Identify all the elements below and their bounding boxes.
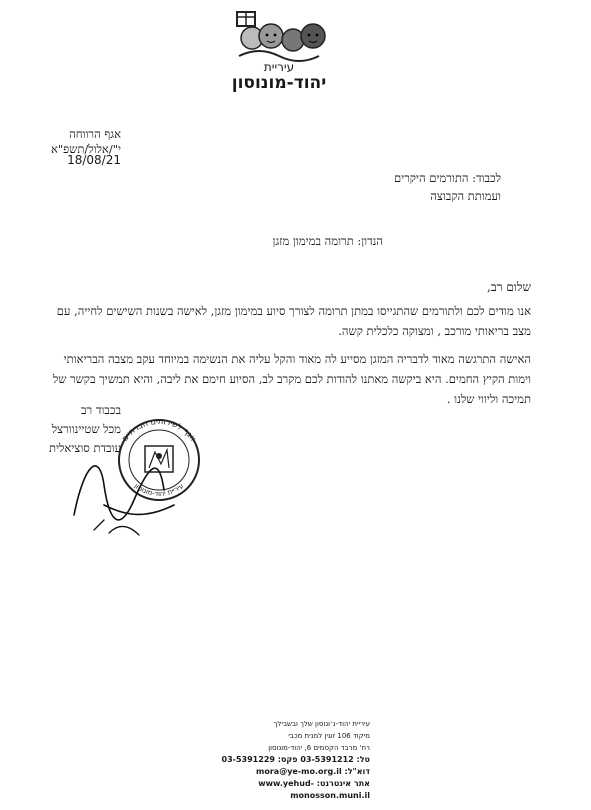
hebrew-date: י"/אלול/תשפ"א (50, 142, 121, 156)
logo-city-prefix: עיריית (263, 60, 295, 74)
letter-subject: הנדון: תרומה במימון מזגן (272, 234, 383, 248)
recipient-line-1: לכבוד: התורמים היקרים (393, 171, 501, 185)
footer-slogan: עיריית יהוד-נ׳ונוסון שלך ובשבילך (273, 720, 370, 728)
logo-text (219, 60, 339, 92)
footer-email: דוא"ל: mora@ye-mo.org.il (256, 767, 370, 776)
letter-footer (190, 718, 370, 802)
handwritten-signature (64, 445, 184, 540)
footer-address: רח' מרבד הקסמים 6, יהוד-מונוסון (268, 744, 370, 752)
footer-phone-fax: טל: 03-5391212 פקס: 03-5391229 (221, 755, 370, 764)
logo-city-name: יהוד-מונוסון (231, 73, 327, 93)
department-name: אגף הרווחה (69, 127, 121, 141)
stamp-bottom-text: עיריית יהוד-מונוסון (132, 481, 186, 498)
body-paragraph-1: אנו מודים לכם ולתורמים שהתגייסו במתן תרומה לצורך סיוע במימון מזגן, לאישה בשנות השישים לחייה, עם מצב בריאותי מורכב , ומצוקה כלכלית קשה. (56, 304, 531, 338)
signer-title: עובדת סוציאלית (48, 441, 121, 455)
stamp-ring-text: אגף לשירותים חברתיים (120, 416, 198, 443)
recipient-block (394, 169, 501, 205)
closing-text: בכבוד רב (80, 403, 121, 417)
signer-name: מכל שטיינוורצל (51, 422, 121, 436)
letter-greeting: שלום רב, (487, 280, 531, 294)
body-paragraph-2: האישה התרגשה מאוד לדבריה המזגן מסייע לה מאוד והקל עליה את הנשימה במיוחד עקב מצבה הבריאותי וימות הקיץ החמים. היא ביקשה מאתנו להודות לכם מקרב לב, הסיוע חימם את ליבה, והיא תמשיך בקשר של תמיכה וליווי שלנו . (52, 352, 531, 406)
gregorian-date: 18/08/21 (67, 153, 121, 167)
footer-website: אתר אינטרנט: www.yehud-monosson.muni.il (258, 779, 370, 800)
footer-postal: מיקוד 106 זוגין למנית מכבי (288, 732, 370, 740)
recipient-line-2: ועמותת הקבוצה (430, 189, 501, 203)
